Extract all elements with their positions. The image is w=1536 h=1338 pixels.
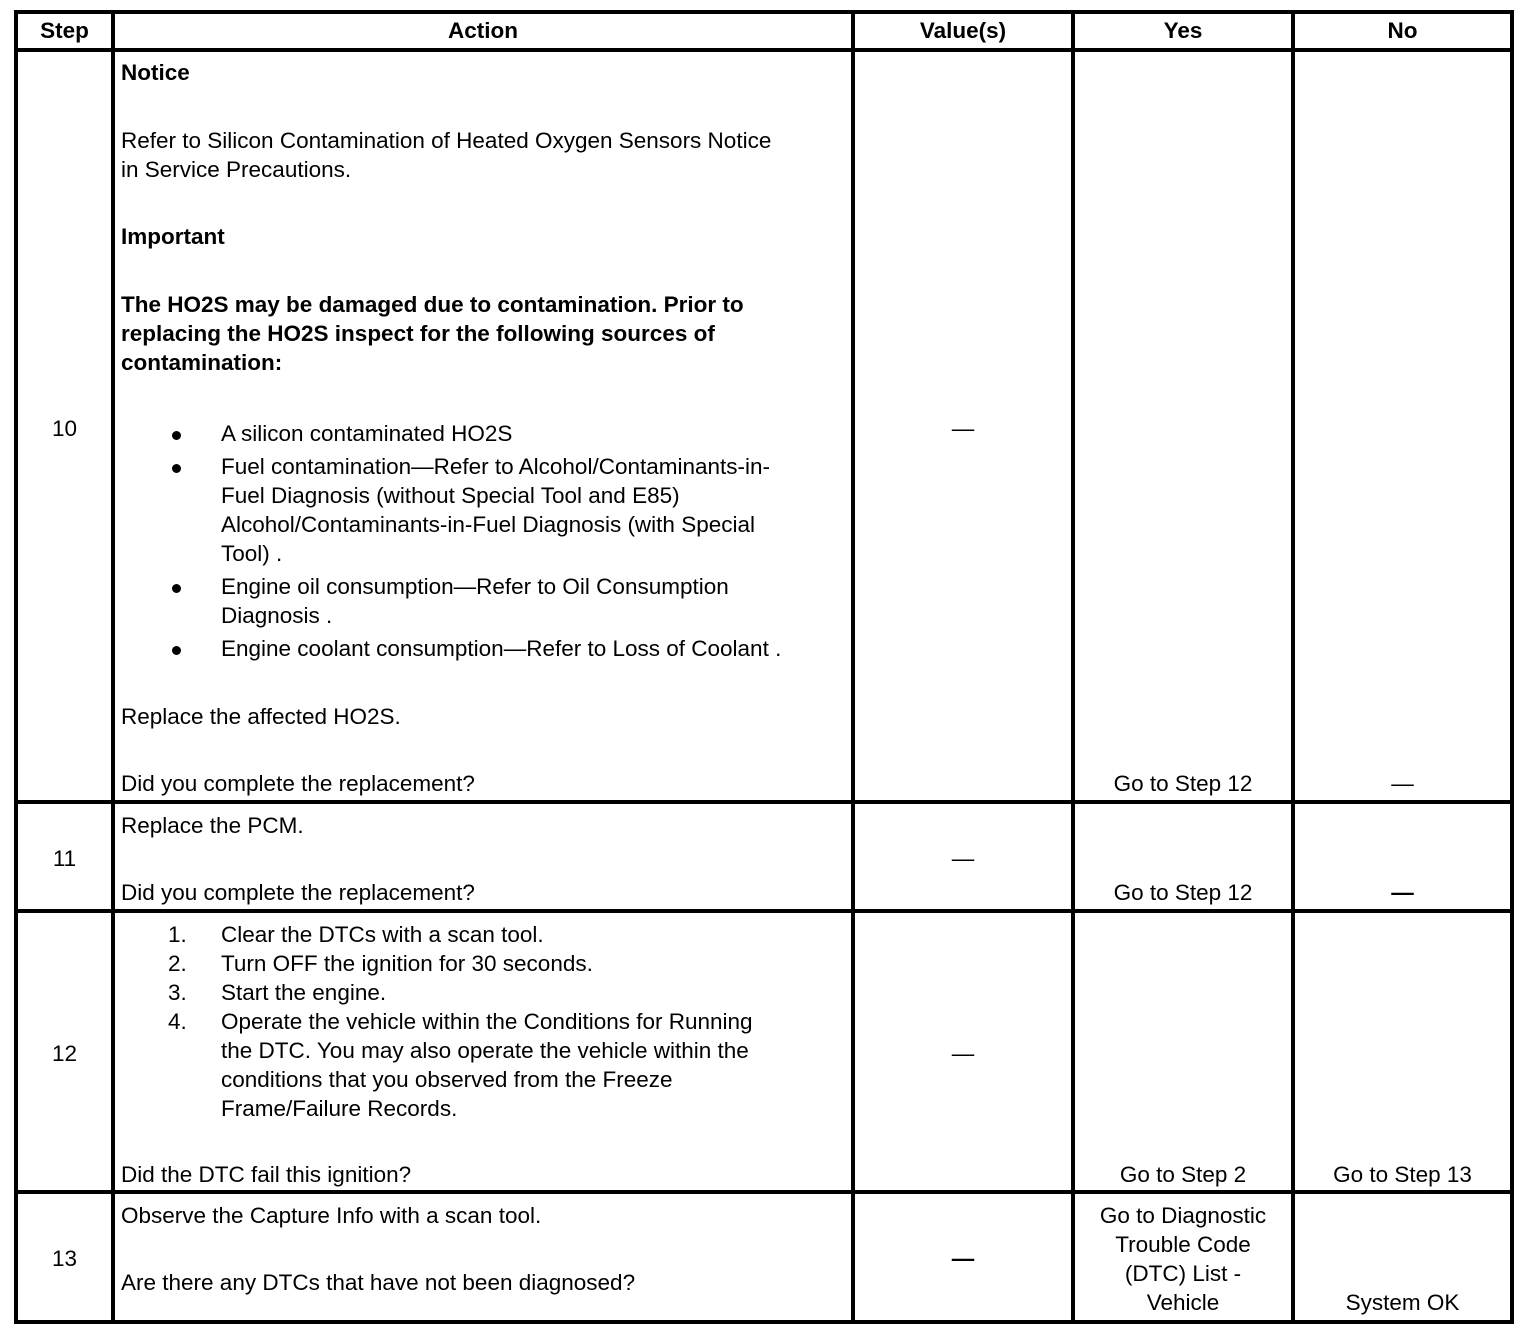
grid-line: [851, 10, 855, 1324]
question-text: Did you complete the replacement?: [121, 771, 475, 796]
bullet-text: Tool) .: [221, 541, 283, 566]
list-number: 3.: [168, 980, 187, 1005]
list-number: 4.: [168, 1009, 187, 1034]
step-number: 12: [51, 1041, 78, 1066]
list-item: Operate the vehicle within the Conditions for Running: [221, 1009, 753, 1034]
header-action: Action: [448, 18, 518, 43]
no-cell: —: [1391, 880, 1414, 905]
list-item: Start the engine.: [221, 980, 387, 1005]
list-item: conditions that you observed from the Freeze: [221, 1067, 673, 1092]
important-title: Important: [121, 224, 225, 249]
value-cell: —: [951, 1246, 975, 1271]
value-cell: —: [951, 416, 975, 441]
value-cell: —: [951, 1041, 975, 1066]
list-number: 2.: [168, 951, 187, 976]
grid-line: [1071, 10, 1075, 1324]
header-no: No: [1387, 18, 1418, 43]
notice-title: Notice: [121, 60, 190, 85]
instruction-text: Replace the affected HO2S.: [121, 704, 401, 729]
bullet-icon: [172, 464, 181, 473]
grid-line: [14, 909, 1514, 913]
bullet-text: A silicon contaminated HO2S: [221, 421, 513, 446]
bullet-text: Diagnosis .: [221, 603, 333, 628]
value-cell: —: [951, 846, 975, 871]
no-cell: —: [1391, 771, 1414, 796]
list-item: Turn OFF the ignition for 30 seconds.: [221, 951, 593, 976]
notice-text: Refer to Silicon Contamination of Heated Oxygen Sensors Notice: [121, 128, 772, 153]
grid-line: [14, 48, 1514, 52]
instruction-text: Observe the Capture Info with a scan tool.: [121, 1203, 542, 1228]
grid-line: [14, 10, 18, 1324]
yes-cell: Vehicle: [1146, 1290, 1220, 1315]
grid-line: [14, 10, 1514, 14]
yes-cell: (DTC) List -: [1124, 1261, 1242, 1286]
instruction-text: Replace the PCM.: [121, 813, 304, 838]
bullet-text: Fuel Diagnosis (without Special Tool and E85): [221, 483, 680, 508]
step-number: 13: [51, 1246, 78, 1271]
header-values: Value(s): [919, 18, 1007, 43]
yes-cell: Trouble Code: [1115, 1232, 1251, 1257]
step-number: 11: [52, 846, 77, 871]
notice-text: in Service Precautions.: [121, 157, 352, 182]
list-item: the DTC. You may also operate the vehicle within the: [221, 1038, 749, 1063]
step-number: 10: [51, 416, 78, 441]
important-text: The HO2S may be damaged due to contamination. Prior to: [121, 292, 744, 317]
bullet-icon: [172, 584, 181, 593]
grid-line: [14, 800, 1514, 804]
header-step: Step: [40, 18, 89, 43]
bullet-text: Alcohol/Contaminants-in-Fuel Diagnosis (with Special: [221, 512, 755, 537]
yes-cell: Go to Diagnostic: [1099, 1203, 1267, 1228]
yes-cell: Go to Step 12: [1113, 771, 1253, 796]
list-item: Frame/Failure Records.: [221, 1096, 458, 1121]
list-number: 1.: [168, 922, 187, 947]
bullet-text: Fuel contamination—Refer to Alcohol/Contaminants-in-: [221, 454, 771, 479]
yes-cell: Go to Step 12: [1113, 880, 1253, 905]
no-cell: Go to Step 13: [1333, 1162, 1472, 1187]
grid-line: [1291, 10, 1295, 1324]
grid-line: [14, 1190, 1514, 1194]
important-text: contamination:: [121, 350, 283, 375]
grid-line: [1510, 10, 1514, 1324]
important-text: replacing the HO2S inspect for the following sources of: [121, 321, 715, 346]
list-item: Clear the DTCs with a scan tool.: [221, 922, 544, 947]
header-yes: Yes: [1163, 18, 1203, 43]
bullet-text: Engine coolant consumption—Refer to Loss of Coolant .: [221, 636, 782, 661]
yes-cell: Go to Step 2: [1119, 1162, 1247, 1187]
question-text: Did the DTC fail this ignition?: [121, 1162, 412, 1187]
question-text: Did you complete the replacement?: [121, 880, 475, 905]
no-cell: System OK: [1345, 1290, 1460, 1315]
grid-line: [14, 1320, 1514, 1324]
grid-line: [111, 10, 115, 1324]
bullet-icon: [172, 646, 181, 655]
bullet-text: Engine oil consumption—Refer to Oil Consumption: [221, 574, 729, 599]
bullet-icon: [172, 431, 181, 440]
question-text: Are there any DTCs that have not been diagnosed?: [121, 1270, 636, 1295]
